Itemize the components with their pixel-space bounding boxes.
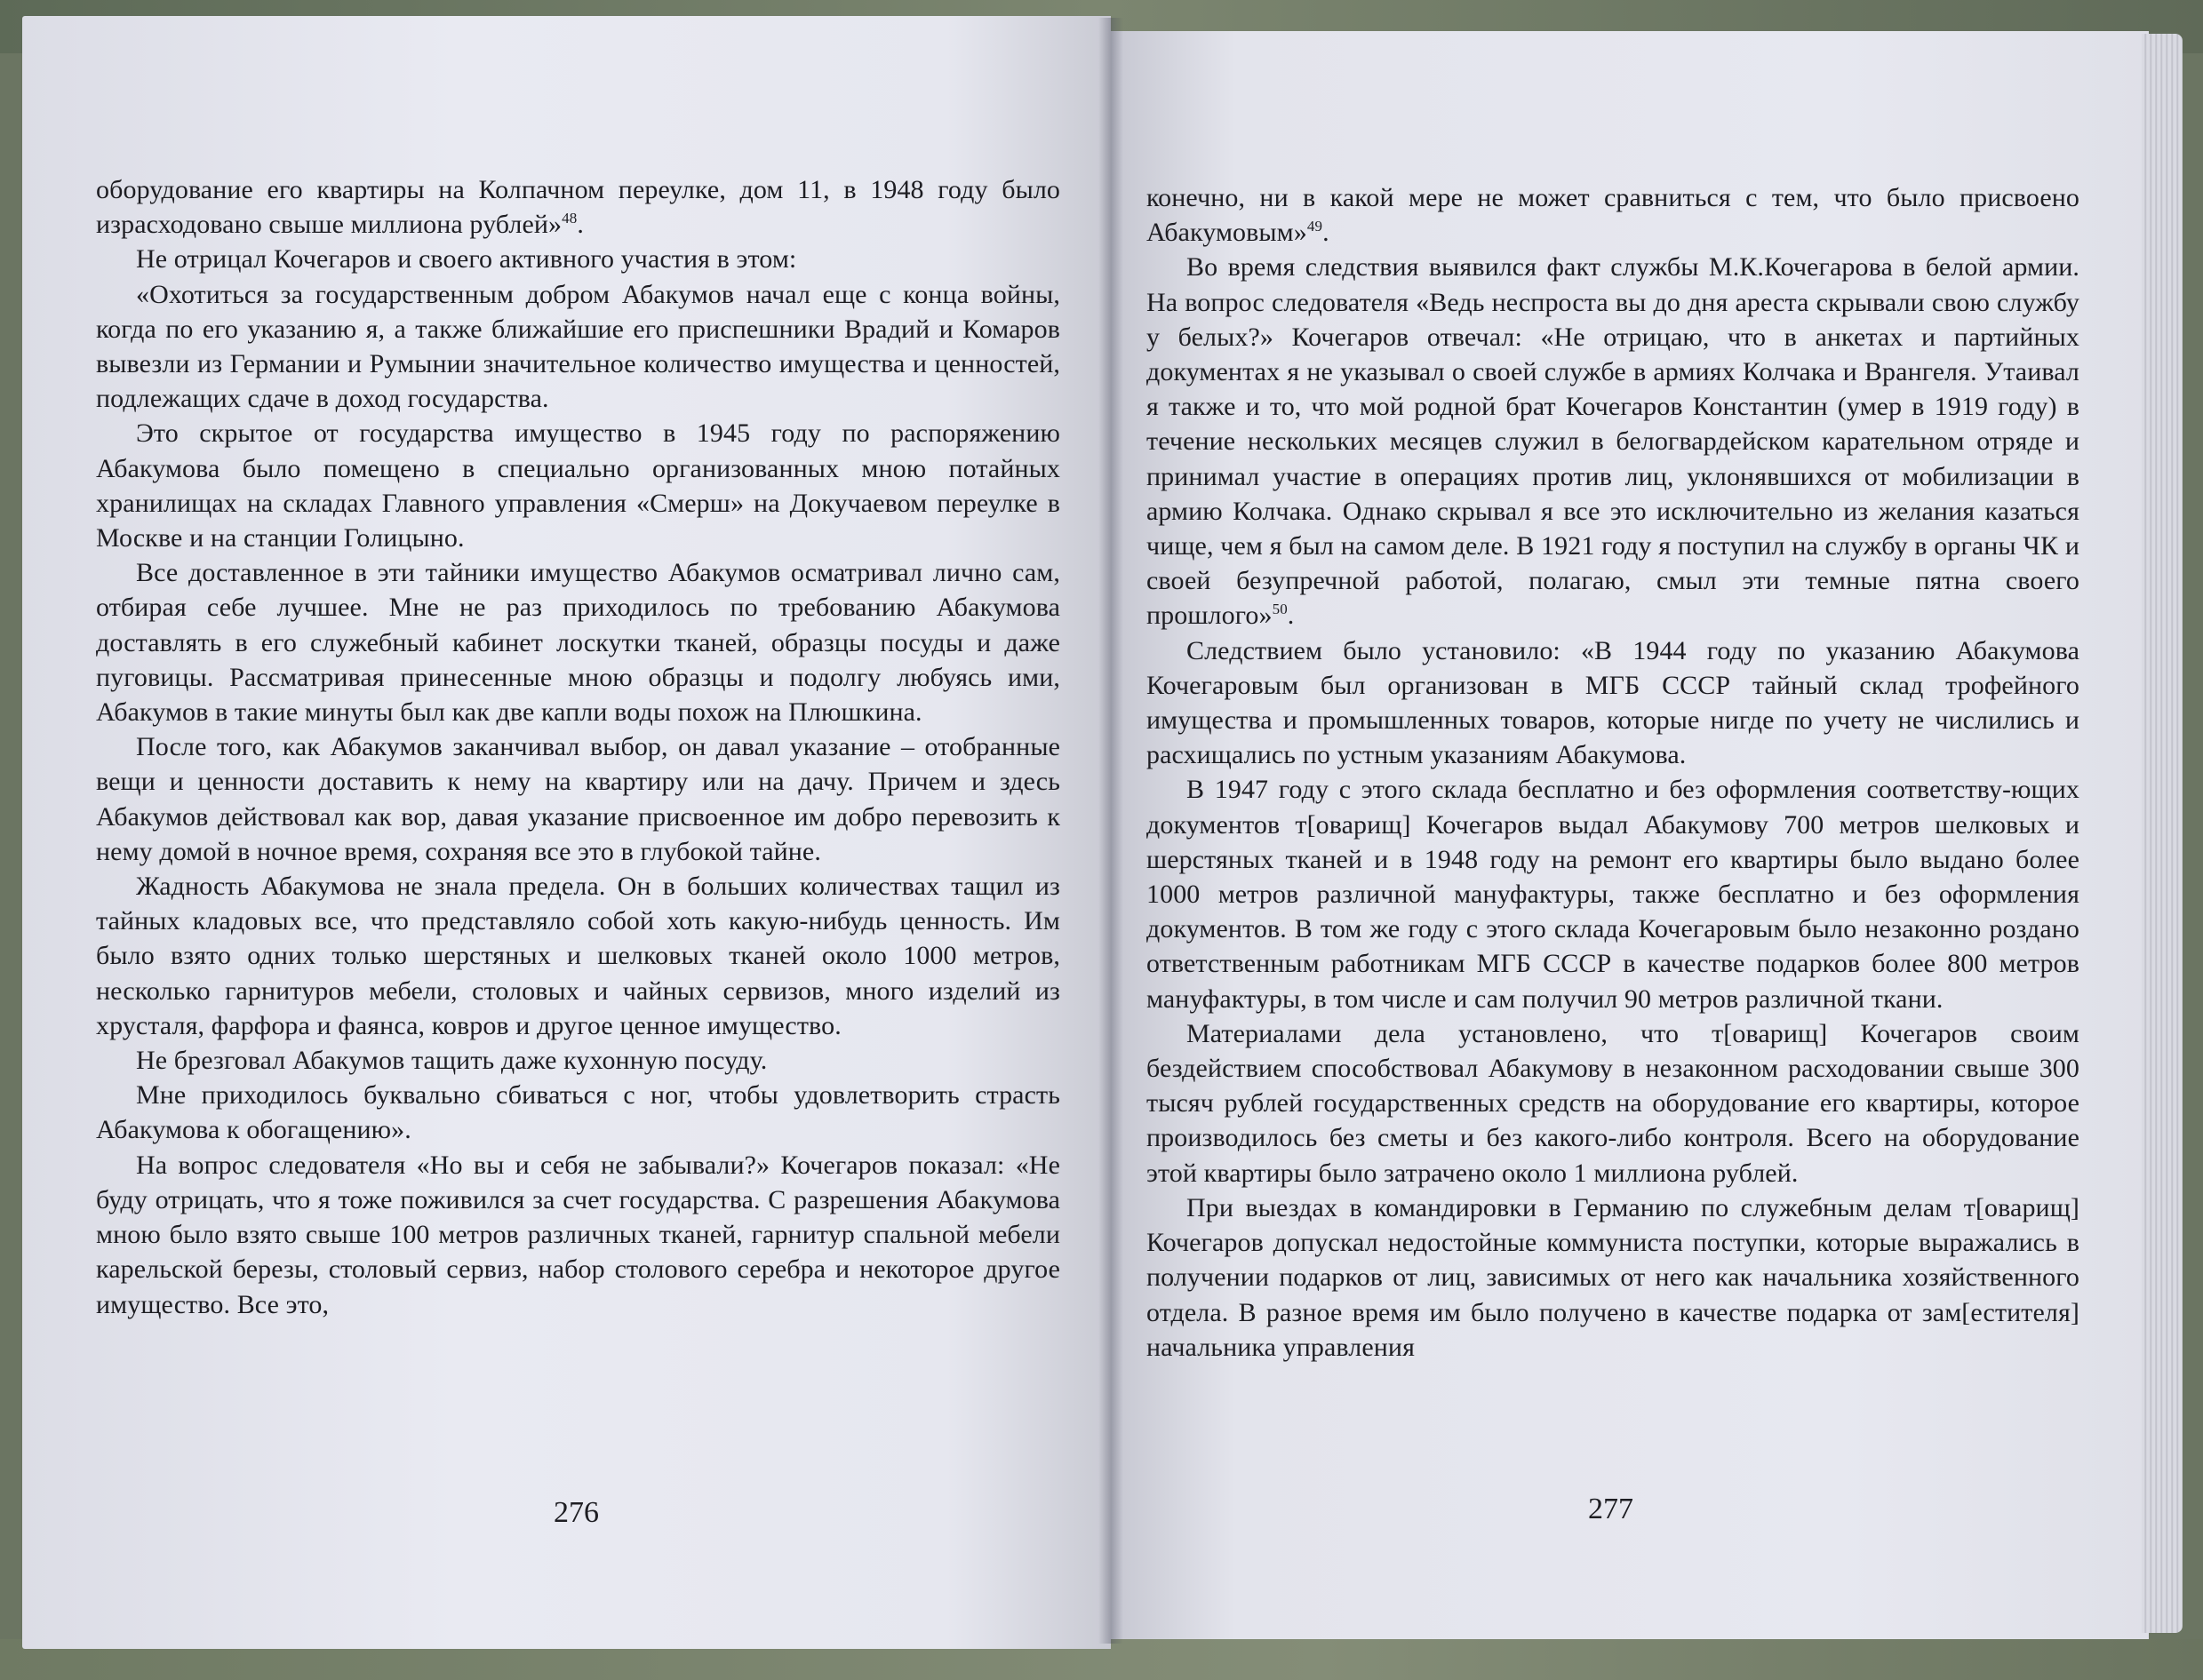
paragraph: Мне приходилось буквально сбиваться с ног, чтобы удовлетворить страсть Абакумова к обогащению».	[96, 1080, 1060, 1145]
paragraph-text: конечно, ни в какой мере не может сравниться с тем, что было присвоено Абакумовым»	[1146, 183, 2079, 248]
paragraph: На вопрос следователя «Но вы и себя не забывали?» Кочегаров показал: «Не буду отрицать, что я тоже поживился за счет государства. С разрешения Абакумова мною было взято свыше 100 метров различных тканей, гарнитур спальной мебели карельской березы, столовый сервиз, набор столового серебра и некоторое другое имущество. Все это,	[96, 1150, 1060, 1319]
paragraph: Во время следствия выявился факт службы М.К.Кочегарова в белой армии. На вопрос следователя «Ведь неспроста вы до дня ареста скрывали свою службу у белых?» Кочегаров отвечал: «Не отрицаю, что в анкетах и партийных документах я не указывал о своей службе в армиях Колчака и Врангеля. Утаивал я также и то, что мой родной брат Кочегаров Константин (умер в 1919 году) в течение нескольких месяцев служил в белогвардейском карательном отряде и принимал участие в операциях против лиц, уклонявшихся от мобилизации в армию Колчака. Однако скрывал я все это исключительно из желания казаться чище, чем я был на самом деле. В 1921 году я поступил на службу в органы ЧК и своей безупречной работой, полагаю, смыл эти темные пятна своего прошлого»$^{50}$.	[1146, 252, 2079, 631]
paragraph: Жадность Абакумова не знала предела. Он в больших количествах тащил из тайных кладовых все, что представляло собой хоть какую-нибудь ценность. Им было взято одних только шерстяных и шелковых тканей около 1000 метров, несколько гарнитуров мебели, столовых и чайных сервизов, много изделий из хрусталя, фарфора и фаянса, ковров и другое ценное имущество.	[96, 872, 1060, 1040]
paragraph: Не отрицал Кочегаров и своего активного участия в этом:	[136, 244, 797, 275]
paragraph: В 1947 году с этого склада бесплатно и без оформления соответству-ющих документов т[оварищ] Кочегаров выдал Абакумову 700 метров шелковых и шерстяных тканей и в 1948 году на ремонт его квартиры было выдано более 1000 метров различной мануфактуры, также бесплатно и без оформления документов. В том же году с этого склада Кочегаровым было незаконно роздано ответственным работникам МГБ СССР в качестве подарков более 800 метров мануфактуры, в том числе и сам получил 90 метров различной ткани.	[1146, 775, 2079, 1014]
footnote-marker: 50	[1272, 601, 1288, 618]
paragraph: Это скрытое от государства имущество в 1945 году по распоряжению Абакумова было помещено в специально организованных мною потайных хранилищах на складах Главного управления «Смерш» на Докучаевом переулке в Москве и на станции Голицыно.	[96, 418, 1060, 553]
page-number: 277	[1588, 1493, 1633, 1525]
page-number: 276	[554, 1496, 599, 1529]
left-page	[22, 16, 1111, 1649]
book-spine	[1098, 18, 1123, 1644]
paragraph-text: оборудование его квартиры на Колпачном переулке, дом 11, в 1948 году было израсходовано свыше миллиона рублей»	[96, 175, 1060, 240]
right-page-text	[1146, 180, 2079, 1365]
page-edges	[2142, 34, 2183, 1633]
footnote-marker: 49	[1306, 218, 1323, 235]
paragraph: конечно, ни в какой мере не может сравниться с тем, что было присвоено Абакумовым»$^{49}$.	[1146, 183, 2079, 248]
paragraph: «Охотиться за государственным добром Абакумов начал еще с конца войны, когда по его указанию я, а также ближайшие его приспешники Врадий и Комаров вывезли из Германии и Румынии значительное количество имущества и ценностей, подлежащих сдаче в доход государства.	[96, 279, 1060, 414]
paragraph: Все доставленное в эти тайники имущество Абакумов осматривал лично сам, отбирая себе лучшее. Мне не раз приходилось по требованию Абакумова доставлять в его служебный кабинет лоскутки тканей, образцы посуды и даже пуговицы. Рассматривая принесенные мною образцы и подолгу любуясь ими, Абакумов в такие минуты был как две капли воды похож на Плюшкина.	[96, 558, 1060, 728]
paragraph: Материалами дела установлено, что т[оварищ] Кочегаров своим бездействием способствовал Абакумову в незаконном расходовании свыше 300 тысяч рублей государственных средств на оборудование его квартиры, которое производилось без сметы и без какого-либо контроля. Всего на оборудование этой квартиры было затрачено около 1 миллиона рублей.	[1146, 1018, 2079, 1188]
paragraph: оборудование его квартиры на Колпачном переулке, дом 11, в 1948 году было израсходовано свыше миллиона рублей»$^{48}$.	[96, 175, 1060, 240]
left-page-text	[96, 172, 1060, 1322]
paragraph: После того, как Абакумов заканчивал выбор, он давал указание – отобранные вещи и ценности доставить к нему на квартиру или на дачу. Причем и здесь Абакумов действовал как вор, давая указание присвоенное им добро перевозить к нему домой в ночное время, сохраняя все это в глубокой тайне.	[96, 732, 1060, 866]
paragraph: Не брезговал Абакумов тащить даже кухонную посуду.	[136, 1046, 768, 1076]
paragraph: Следствием было установило: «В 1944 году по указанию Абакумова Кочегаровым был организован в МГБ СССР тайный склад трофейного имущества и промышленных товаров, которые нигде по учету не числились и расхищались по устным указаниям Абакумова.	[1146, 635, 2079, 770]
paragraph-text: Во время следствия выявился факт службы М.К.Кочегарова в белой армии. На вопрос следователя «Ведь неспроста вы до дня ареста скрывали свою службу у белых?» Кочегаров отвечал: «Не отрицаю, что в анкетах и партийных документах я не указывал о своей службе в армиях Колчака и Врангеля. Утаивал я также и то, что мой родной брат Кочегаров Константин (умер в 1919 году) в течение нескольких месяцев служил в белогвардейском карательном отряде и принимал участие в операциях против лиц, уклонявшихся от мобилизации в армию Колчака. Однако скрывал я все это исключительно из желания казаться чище, чем я был на самом деле. В 1921 году я поступил на службу в органы ЧК и своей безупречной работой, полагаю, смыл эти темные пятна своего прошлого»	[1146, 252, 2079, 631]
paragraph: При выездах в командировки в Германию по служебным делам т[оварищ] Кочегаров допускал недостойные коммуниста поступки, которые выражались в получении подарков от лиц, зависимых от него как начальника хозяйственного отдела. В разное время им было получено в качестве подарка от зам[естителя] начальника управления	[1146, 1192, 2079, 1362]
footnote-marker: 48	[562, 210, 578, 227]
right-page	[1111, 31, 2149, 1639]
